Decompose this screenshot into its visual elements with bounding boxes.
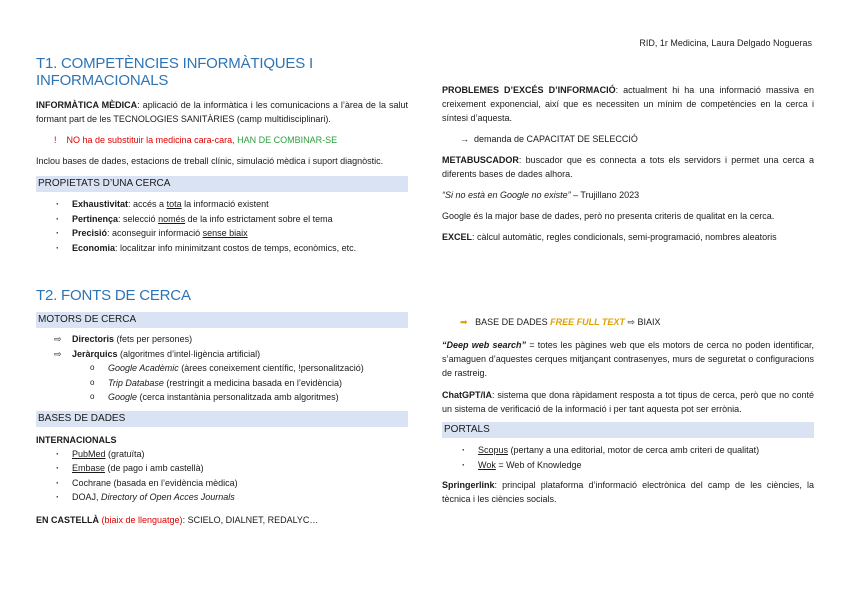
demanda-line: → demanda de CAPACITAT DE SELECCIÓ <box>460 134 638 144</box>
list-item: ⇨ Jeràrquics (algoritmes d’intel·ligència artificial) <box>36 347 408 362</box>
list-item: · Pertinença: selecció només de la info estrictament sobre el tema <box>36 212 408 227</box>
section-t1-right <box>442 83 814 244</box>
band-bases: BASES DE DADES <box>36 411 408 427</box>
list-item: · Precisió: aconseguir informació sense biaix <box>36 226 408 241</box>
problemes-paragraph: PROBLEMES D’EXCÉS D’INFORMACIÓ: actualment hi ha una informació massiva en creixement exponencial, així que es necessiten un mínim de competències en la cerca i síntesi d’aquesta. <box>442 85 815 123</box>
section-t2-right <box>442 315 814 506</box>
quote-line: “Si no està en Google no existe” – Trujillano 2023 <box>442 190 640 200</box>
motors-list <box>36 332 408 405</box>
list-item: o Trip Database (restringit a medicina basada en l’evidència) <box>36 376 408 391</box>
list-item: · Exhaustivitat: accés a tota la informació existent <box>36 197 408 212</box>
free-full-text-line: ➡ BASE DE DADES FREE FULL TEXT ⇨ BIAIX <box>460 317 661 327</box>
list-item: · Economia: localitzar info minimitzant costos de temps, econòmics, etc. <box>36 241 408 256</box>
section-t1-left <box>36 55 408 255</box>
section-title-t1: T1. COMPETÈNCIES INFORMÀTIQUES I INFORMACIONALS <box>36 55 313 89</box>
arrow-right-icon: ⇨ <box>54 334 62 344</box>
list-item: · Embase (de pago i amb castellà) <box>36 461 408 476</box>
arrow-right-icon: ⇨ <box>54 348 62 359</box>
intl-list <box>36 447 408 505</box>
band-motors: MOTORS DE CERCA <box>36 312 408 328</box>
band-portals: PORTALS <box>442 422 814 438</box>
circle-bullet-icon: o <box>90 363 95 372</box>
band-propietats: PROPIETATS D’UNA CERCA <box>36 176 408 192</box>
list-item: · Scopus (pertany a una editorial, motor de cerca amb criteri de qualitat) <box>442 443 814 458</box>
list-item: · Wok = Web of Knowledge <box>442 458 814 473</box>
internacionals-heading: INTERNACIONALS <box>36 434 117 445</box>
list-item: o Google (cerca instantània personalitzada amb algoritmes) <box>36 390 408 405</box>
metabuscador-paragraph: METABUSCADOR: buscador que es connecta a tots els servidors i permet una cerca a diferents bases de dades alhora. <box>442 155 814 179</box>
excel-paragraph: EXCEL: càlcul automàtic, regles condicionals, semi-programació, nombres aleatoris <box>442 232 777 242</box>
inclou-paragraph: Inclou bases de dades, estacions de treball clínic, simulació mèdica i suport diagnòstic. <box>36 156 384 166</box>
list-item: ⇨ Directoris (fets per persones) <box>36 332 408 347</box>
deep-web-paragraph: “Deep web search” = totes les pàgines web que els motors de cerca no poden identificar, s’amaguen d’aquestes cerques mitjançant contrasenyes, murs de seguretat o configuracions de rastreig. <box>442 340 814 378</box>
informatica-medica-paragraph: INFORMÀTICA MÈDICA: aplicació de la informàtica i les comunicacions a l’àrea de la salut formant part de les TECNOLOGIES SANITÀRIES (camp multidisciplinari). <box>36 100 408 124</box>
circle-bullet-icon: o <box>90 392 95 401</box>
warning-line: ! NO ha de substituir la medicina cara-cara, HAN DE COMBINAR-SE <box>54 135 338 145</box>
portals-list <box>442 443 814 472</box>
properties-list <box>36 197 408 255</box>
list-item: · PubMed (gratuïta) <box>36 447 408 462</box>
section-t2-left <box>36 287 408 527</box>
circle-bullet-icon: o <box>90 377 95 387</box>
list-item: · Cochrane (basada en l’evidència mèdica) <box>36 476 408 491</box>
section-title-t2: T2. FONTS DE CERCA <box>36 287 191 304</box>
arrow-right-icon: ➡ <box>460 317 468 327</box>
google-paragraph: Google és la major base de dades, però no presenta criteris de qualitat en la cerca. <box>442 211 775 221</box>
arrow-right-icon: → <box>460 134 469 144</box>
list-item: · DOAJ, Directory of Open Acces Journals <box>36 490 408 505</box>
list-item: o Google Acadèmic (àrees coneixement científic, !personalització) <box>36 361 408 376</box>
springerlink-paragraph: Springerlink: principal plataforma d’informació electrònica del camp de les ciències, la tècnica i les ciències socials. <box>442 480 814 504</box>
warning-icon: ! <box>54 135 57 145</box>
chatgpt-paragraph: ChatGPT/IA: sistema que dona ràpidament resposta a tot tipus de cerca, però que no conté un sistema de verificació de la informació i per tant aquesta pot ser errònia. <box>442 390 814 414</box>
document-header: RID, 1r Medicina, Laura Delgado Nogueras <box>639 38 812 48</box>
castella-line: EN CASTELLÀ (biaix de llenguatge): SCIELO, DIALNET, REDALYC… <box>36 514 319 525</box>
